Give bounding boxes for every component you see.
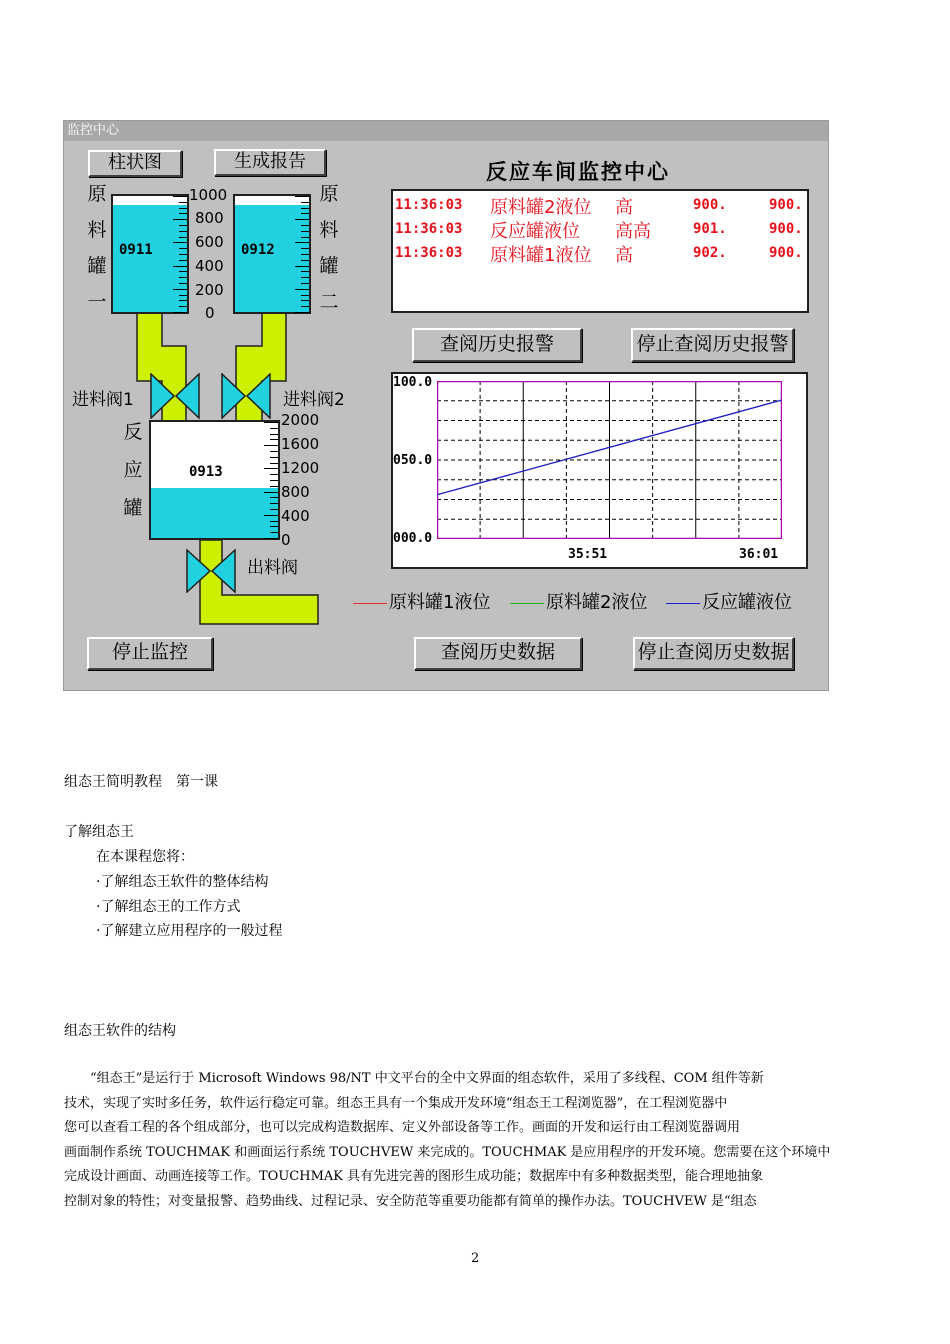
x-tick-1: 35:51 xyxy=(568,547,608,562)
scale-tick xyxy=(301,283,309,284)
scale-tick xyxy=(301,277,309,278)
scale-tick xyxy=(301,306,309,307)
scale-tick xyxy=(173,289,187,290)
alarm-list xyxy=(391,189,809,313)
bullet-item: ·了解建立应用程序的一般过程 xyxy=(96,923,283,939)
tank1-label-2: 料 xyxy=(87,219,107,241)
scale-tick xyxy=(295,219,309,220)
paragraph-line: 完成设计画面、动画连接等工作。TOUCHMAK 具有先进完善的图形生成功能；数据库中有多种数据类型，能合理地抽象 xyxy=(64,1169,764,1184)
y-tick-50: 050.0 xyxy=(393,453,433,468)
scale-tick xyxy=(270,497,278,498)
scale-tick xyxy=(301,300,309,301)
inlet-valve-1-label: 进料阀1 xyxy=(72,390,134,410)
outlet-valve-label: 出料阀 xyxy=(247,558,298,578)
scale-tick xyxy=(270,480,278,481)
tank-scale-800: 800 xyxy=(195,209,224,227)
scale-tick xyxy=(270,526,278,527)
scale-tick xyxy=(270,532,278,533)
stop-query-alarm-button[interactable]: 停止查阅历史报警 xyxy=(631,328,794,362)
raw-tank-2 xyxy=(233,194,311,314)
legend-item xyxy=(510,588,647,614)
tank-scale-0: 0 xyxy=(205,304,215,322)
monitor-window xyxy=(63,120,829,691)
scale-tick xyxy=(295,289,309,290)
alarm-time: 11:36:03 xyxy=(395,197,463,213)
scale-tick xyxy=(270,434,278,435)
scale-tick xyxy=(264,492,278,493)
scale-tick xyxy=(179,283,187,284)
legend-swatch xyxy=(510,603,544,604)
reactor-scale-1600: 1600 xyxy=(281,435,320,453)
inlet-valve-1-icon[interactable] xyxy=(150,373,200,419)
alarm-name: 原料罐1液位 xyxy=(490,245,592,266)
scale-tick xyxy=(270,486,278,487)
tank2-label-3: 罐 xyxy=(319,255,339,277)
reactor-scale xyxy=(262,422,278,538)
scale-tick xyxy=(301,231,309,232)
scale-tick xyxy=(264,515,278,516)
alarm-type: 高 xyxy=(615,245,633,266)
scale-tick xyxy=(264,422,278,423)
body-paragraph xyxy=(64,1067,892,1214)
bullet-item: ·了解组态王的工作方式 xyxy=(96,899,241,915)
tank1-scale xyxy=(171,196,187,312)
reactor-scale-800: 800 xyxy=(281,483,310,501)
legend-item xyxy=(666,588,792,614)
legend-swatch xyxy=(353,603,387,604)
alarm-row xyxy=(393,217,807,241)
scale-tick xyxy=(179,254,187,255)
alarm-name: 原料罐2液位 xyxy=(490,197,592,218)
paragraph-line: 画面制作系统 TOUCHMAK 和画面运行系统 TOUCHVEW 来完成的。TOUCHMAK 是应用程序的开发环境。您需要在这个环境中 xyxy=(64,1144,831,1160)
scale-tick xyxy=(295,266,309,267)
monitor-heading: 反应车间监控中心 xyxy=(486,160,670,184)
reactor-label-3: 罐 xyxy=(123,497,143,519)
query-data-history-button[interactable]: 查阅历史数据 xyxy=(414,637,582,670)
scale-tick xyxy=(179,208,187,209)
scale-tick xyxy=(173,196,187,197)
alarm-value: 902. xyxy=(693,245,727,261)
scale-tick xyxy=(179,260,187,261)
scale-tick xyxy=(179,248,187,249)
tank1-code: 0911 xyxy=(119,242,153,258)
scale-tick xyxy=(301,254,309,255)
scale-tick xyxy=(179,231,187,232)
stop-query-data-button[interactable]: 停止查阅历史数据 xyxy=(633,637,794,670)
stop-monitor-button[interactable]: 停止监控 xyxy=(87,637,213,670)
scale-tick xyxy=(301,295,309,296)
reactor-scale-400: 400 xyxy=(281,507,310,525)
scale-tick xyxy=(179,300,187,301)
tank-scale-200: 200 xyxy=(195,281,224,299)
scale-tick xyxy=(270,457,278,458)
outlet-valve-icon[interactable] xyxy=(186,549,236,593)
alarm-time: 11:36:03 xyxy=(395,245,463,261)
alarm-type: 高 xyxy=(615,197,633,218)
reactor-label-1: 反 xyxy=(123,421,143,443)
scale-tick xyxy=(270,439,278,440)
tank-scale-600: 600 xyxy=(195,233,224,251)
reactor-scale-1200: 1200 xyxy=(281,459,320,477)
scale-tick xyxy=(173,242,187,243)
scale-tick xyxy=(270,503,278,504)
tank-scale-400: 400 xyxy=(195,257,224,275)
scale-tick xyxy=(270,474,278,475)
scale-tick xyxy=(173,219,187,220)
scale-tick xyxy=(301,225,309,226)
scale-tick xyxy=(301,208,309,209)
reactor-code: 0913 xyxy=(189,464,223,480)
scale-tick xyxy=(179,295,187,296)
tank2-label-1: 原 xyxy=(319,183,339,205)
scale-tick xyxy=(270,509,278,510)
scale-tick xyxy=(173,266,187,267)
scale-tick xyxy=(179,225,187,226)
scale-tick xyxy=(295,196,309,197)
alarm-limit: 900. xyxy=(769,197,803,213)
scale-tick xyxy=(301,260,309,261)
alarm-name: 反应罐液位 xyxy=(490,221,580,242)
scale-tick xyxy=(295,242,309,243)
scale-tick xyxy=(270,521,278,522)
scale-tick xyxy=(179,213,187,214)
bullet-item: ·了解组态王软件的整体结构 xyxy=(96,874,269,890)
trend-chart xyxy=(391,372,808,569)
scale-tick xyxy=(301,237,309,238)
alarm-row xyxy=(393,193,807,217)
section-heading-1: 了解组态王 xyxy=(64,824,134,840)
alarm-value: 900. xyxy=(693,197,727,213)
inlet-valve-2-label: 进料阀2 xyxy=(283,390,345,410)
alarm-type: 高高 xyxy=(615,221,651,242)
scale-tick xyxy=(264,445,278,446)
legend-label: 反应罐液位 xyxy=(702,592,792,613)
inlet-valve-2-icon[interactable] xyxy=(221,373,271,419)
tank2-label-2: 料 xyxy=(319,219,339,241)
legend-label: 原料罐2液位 xyxy=(546,592,648,613)
y-tick-0: 000.0 xyxy=(393,531,433,546)
legend-swatch xyxy=(666,603,700,604)
scale-tick xyxy=(179,271,187,272)
paragraph-line: “组态王”是运行于 Microsoft Windows 98/NT 中文平台的全中文界面的组态软件，采用了多线程、COM 组件等新 xyxy=(64,1071,764,1086)
scale-tick xyxy=(264,538,278,539)
paragraph-line: 控制对象的特性；对变量报警、趋势曲线、过程记录、安全防范等重要功能都有简单的操作办法。TOUCHVEW 是“组态 xyxy=(64,1193,757,1209)
generate-report-button[interactable]: 生成报告 xyxy=(214,149,326,176)
tank1-label-1: 原 xyxy=(87,183,107,205)
tank1-label-3: 罐 xyxy=(87,255,107,277)
tank2-scale xyxy=(293,196,309,312)
lesson-title: 组态王简明教程 第一课 xyxy=(64,774,218,790)
alarm-limit: 900. xyxy=(769,221,803,237)
alarm-row xyxy=(393,241,807,265)
x-tick-2: 36:01 xyxy=(739,547,779,562)
legend-item xyxy=(353,588,490,614)
reactor-liquid xyxy=(151,488,278,538)
tank2-code: 0912 xyxy=(241,242,275,258)
paragraph-line: 技术，实现了实时多任务，软件运行稳定可靠。组态王具有一个集成开发环境“组态王工程浏览器”，在工程浏览器中 xyxy=(64,1095,728,1111)
page-number: 2 xyxy=(471,1251,480,1266)
scale-tick xyxy=(301,271,309,272)
scale-tick xyxy=(179,277,187,278)
reactor-label-2: 应 xyxy=(123,459,143,481)
legend-label: 原料罐1液位 xyxy=(389,592,491,613)
raw-tank-1 xyxy=(111,194,189,314)
scale-tick xyxy=(301,248,309,249)
tank-scale-1000: 1000 xyxy=(189,186,228,204)
window-title: 监控中心 xyxy=(64,121,828,141)
paragraph-line: 您可以查看工程的各个组成部分，也可以完成构造数据库、定义外部设备等工作。画面的开发和运行由工程浏览器调用 xyxy=(64,1120,741,1135)
scale-tick xyxy=(301,213,309,214)
scale-tick xyxy=(179,306,187,307)
y-tick-100: 100.0 xyxy=(393,375,433,390)
scale-tick xyxy=(270,463,278,464)
query-alarm-history-button[interactable]: 查阅历史报警 xyxy=(412,328,582,362)
reactor-scale-2000: 2000 xyxy=(281,411,320,429)
reactor-tank xyxy=(149,420,280,540)
scale-tick xyxy=(173,312,187,313)
scale-tick xyxy=(179,202,187,203)
alarm-time: 11:36:03 xyxy=(395,221,463,237)
scale-tick xyxy=(264,468,278,469)
scale-tick xyxy=(301,202,309,203)
trend-plot xyxy=(437,381,782,539)
tank1-label-4: 一 xyxy=(87,291,107,313)
section-heading-2: 组态王软件的结构 xyxy=(64,1023,176,1039)
scale-tick xyxy=(295,312,309,313)
intro-line: 在本课程您将： xyxy=(96,849,194,865)
alarm-value: 901. xyxy=(693,221,727,237)
scale-tick xyxy=(270,428,278,429)
alarm-limit: 900. xyxy=(769,245,803,261)
bar-chart-button[interactable]: 柱状图 xyxy=(88,150,182,177)
tank2-label-4: 二 xyxy=(319,291,339,313)
scale-tick xyxy=(270,451,278,452)
scale-tick xyxy=(179,237,187,238)
reactor-scale-0: 0 xyxy=(281,531,291,549)
